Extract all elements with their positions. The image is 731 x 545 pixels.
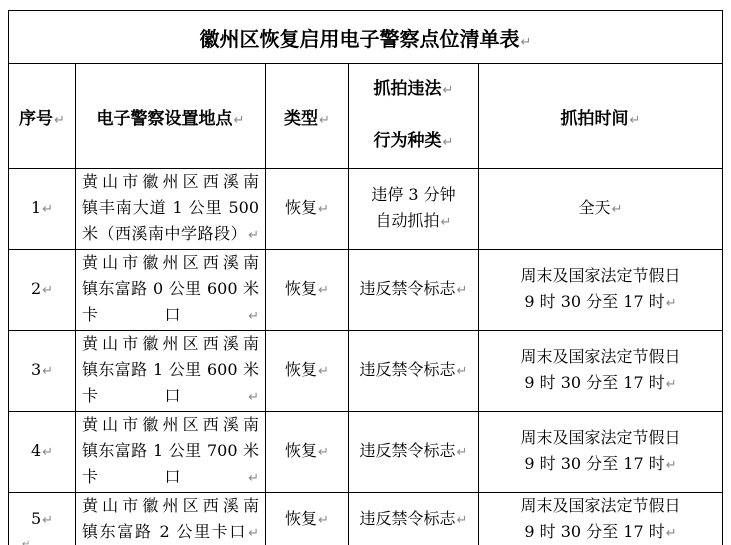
row-index-line: 5↵ [30,509,54,528]
row-index [9,493,76,545]
row-index [9,169,76,250]
header-row [9,64,723,169]
paragraph-mark-icon: ↵ [665,526,677,541]
paragraph-mark-icon: ↵ [456,364,468,379]
row-location-line: 镇东富路 1 公里 600 米 [82,360,259,379]
row-location-line: 黄山市徽州区西溪南 [82,253,259,272]
paragraph-mark-icon: ↵ [456,513,468,528]
row-location [76,493,266,545]
paragraph-mark-icon: ↵ [318,445,329,460]
table-row [9,169,723,250]
row-time-line: 9 时 30 分至 17 时↵ [524,373,677,392]
row-type-line: 恢复↵ [285,279,329,298]
row-location [76,169,266,250]
row-location-line: 镇东富路 0 公里 600 米 [82,279,259,298]
paragraph-mark-icon: ↵ [248,390,259,405]
paragraph-mark-icon: ↵ [665,458,677,473]
table-row [9,493,723,545]
row-type-line: 恢复↵ [285,441,329,460]
row-location-line: 黄山市徽州区西溪南 [82,172,259,191]
row-time [479,412,723,493]
row-behavior-line: 违反禁令标志↵ [359,360,468,379]
row-time-line: 周末及国家法定节假日 [520,266,681,285]
row-behavior [349,250,479,331]
row-location-line: 镇东富路 1 公里 700 米 [82,441,259,460]
row-behavior-line: 自动抓拍↵ [375,211,452,230]
row-time-line: 周末及国家法定节假日 [520,496,681,515]
row-location [76,412,266,493]
camera-list-table [8,10,723,545]
table-row [9,412,723,493]
row-type [266,331,349,412]
row-time-line: 9 时 30 分至 17 时↵ [524,292,677,311]
paragraph-mark-icon: ↵ [442,83,454,98]
row-location-line: 黄山市徽州区西溪南 [82,334,259,353]
header-behavior: 抓拍违法↵ 行为种类↵ [349,64,479,169]
row-type [266,250,349,331]
row-behavior [349,169,479,250]
row-behavior [349,493,479,545]
row-time [479,331,723,412]
title-row [9,11,723,64]
header-time: 抓拍时间↵ [479,64,723,169]
paragraph-mark-icon: ↵ [233,112,245,128]
header-location: 电子警察设置地点↵ [76,64,266,169]
row-type-line: 恢复↵ [285,360,329,379]
header-type: 类型↵ [266,64,349,169]
paragraph-mark-icon: ↵ [318,283,329,298]
row-type-line: 恢复↵ [285,509,329,528]
row-time [479,169,723,250]
paragraph-mark-icon: ↵ [42,202,54,217]
row-time-line: 全天↵ [578,198,623,217]
paragraph-mark-icon: ↵ [54,112,65,128]
row-time-line: 周末及国家法定节假日 [520,347,681,366]
paragraph-mark-icon: ↵ [22,539,31,545]
row-location-line: 卡口↵ [82,305,259,324]
row-location-line: 镇丰南大道 1 公里 500 [82,198,259,217]
row-location [76,331,266,412]
row-location-line: 镇东富路 2 公里卡口↵ [82,522,259,541]
paragraph-mark-icon: ↵ [319,112,330,128]
row-type-line: 恢复↵ [285,198,329,217]
paragraph-mark-icon: ↵ [456,283,468,298]
paragraph-mark-icon: ↵ [248,526,259,541]
table-row [9,250,723,331]
row-index [9,331,76,412]
row-time-line: 周末及国家法定节假日 [520,428,681,447]
paragraph-mark-icon: ↵ [665,377,677,392]
table-row [9,331,723,412]
table-title: 徽州区恢复启用电子警察点位清单表↵ [9,11,723,64]
paragraph-mark-icon: ↵ [440,215,452,230]
paragraph-mark-icon: ↵ [442,135,454,150]
paragraph-mark-icon: ↵ [248,228,259,243]
paragraph-mark-icon: ↵ [42,513,54,528]
row-time-line: 9 时 30 分至 17 时↵ [524,454,677,473]
row-location [76,250,266,331]
row-index [9,250,76,331]
row-behavior [349,412,479,493]
paragraph-mark-icon: ↵ [318,513,329,528]
row-index-line: 1↵ [30,198,54,217]
row-time [479,493,723,545]
row-location-line: 卡口↵ [82,467,259,486]
paragraph-mark-icon: ↵ [318,364,329,379]
row-behavior-line: 违反禁令标志↵ [359,441,468,460]
paragraph-mark-icon: ↵ [248,471,259,486]
row-location-line: 黄山市徽州区西溪南 [82,415,259,434]
paragraph-mark-icon: ↵ [456,445,468,460]
row-type [266,493,349,545]
paragraph-mark-icon: ↵ [318,202,329,217]
row-index-line: 4↵ [30,441,54,460]
row-index-line: 2↵ [30,279,54,298]
paragraph-mark-icon: ↵ [520,34,532,50]
row-behavior-line: 违反禁令标志↵ [359,509,468,528]
header-index: 序号↵ [9,64,76,169]
paragraph-mark-icon: ↵ [42,445,54,460]
paragraph-mark-icon: ↵ [42,283,54,298]
row-location-line: 米（西溪南中学路段）↵ [82,224,259,243]
row-time-line: 9 时 30 分至 17 时↵ [524,522,677,541]
row-index [9,412,76,493]
paragraph-mark-icon: ↵ [629,112,641,128]
row-location-line: 卡口↵ [82,386,259,405]
paragraph-mark-icon: ↵ [611,202,623,217]
document-sheet [8,10,722,545]
paragraph-mark-icon: ↵ [248,309,259,324]
row-behavior-line: 违停 3 分钟 [371,185,456,204]
paragraph-mark-icon: ↵ [42,364,54,379]
row-type [266,169,349,250]
row-index-line: 3↵ [30,360,54,379]
row-behavior [349,331,479,412]
row-time [479,250,723,331]
row-type [266,412,349,493]
paragraph-mark-icon: ↵ [665,296,677,311]
row-behavior-line: 违反禁令标志↵ [359,279,468,298]
row-location-line: 黄山市徽州区西溪南 [82,496,259,515]
